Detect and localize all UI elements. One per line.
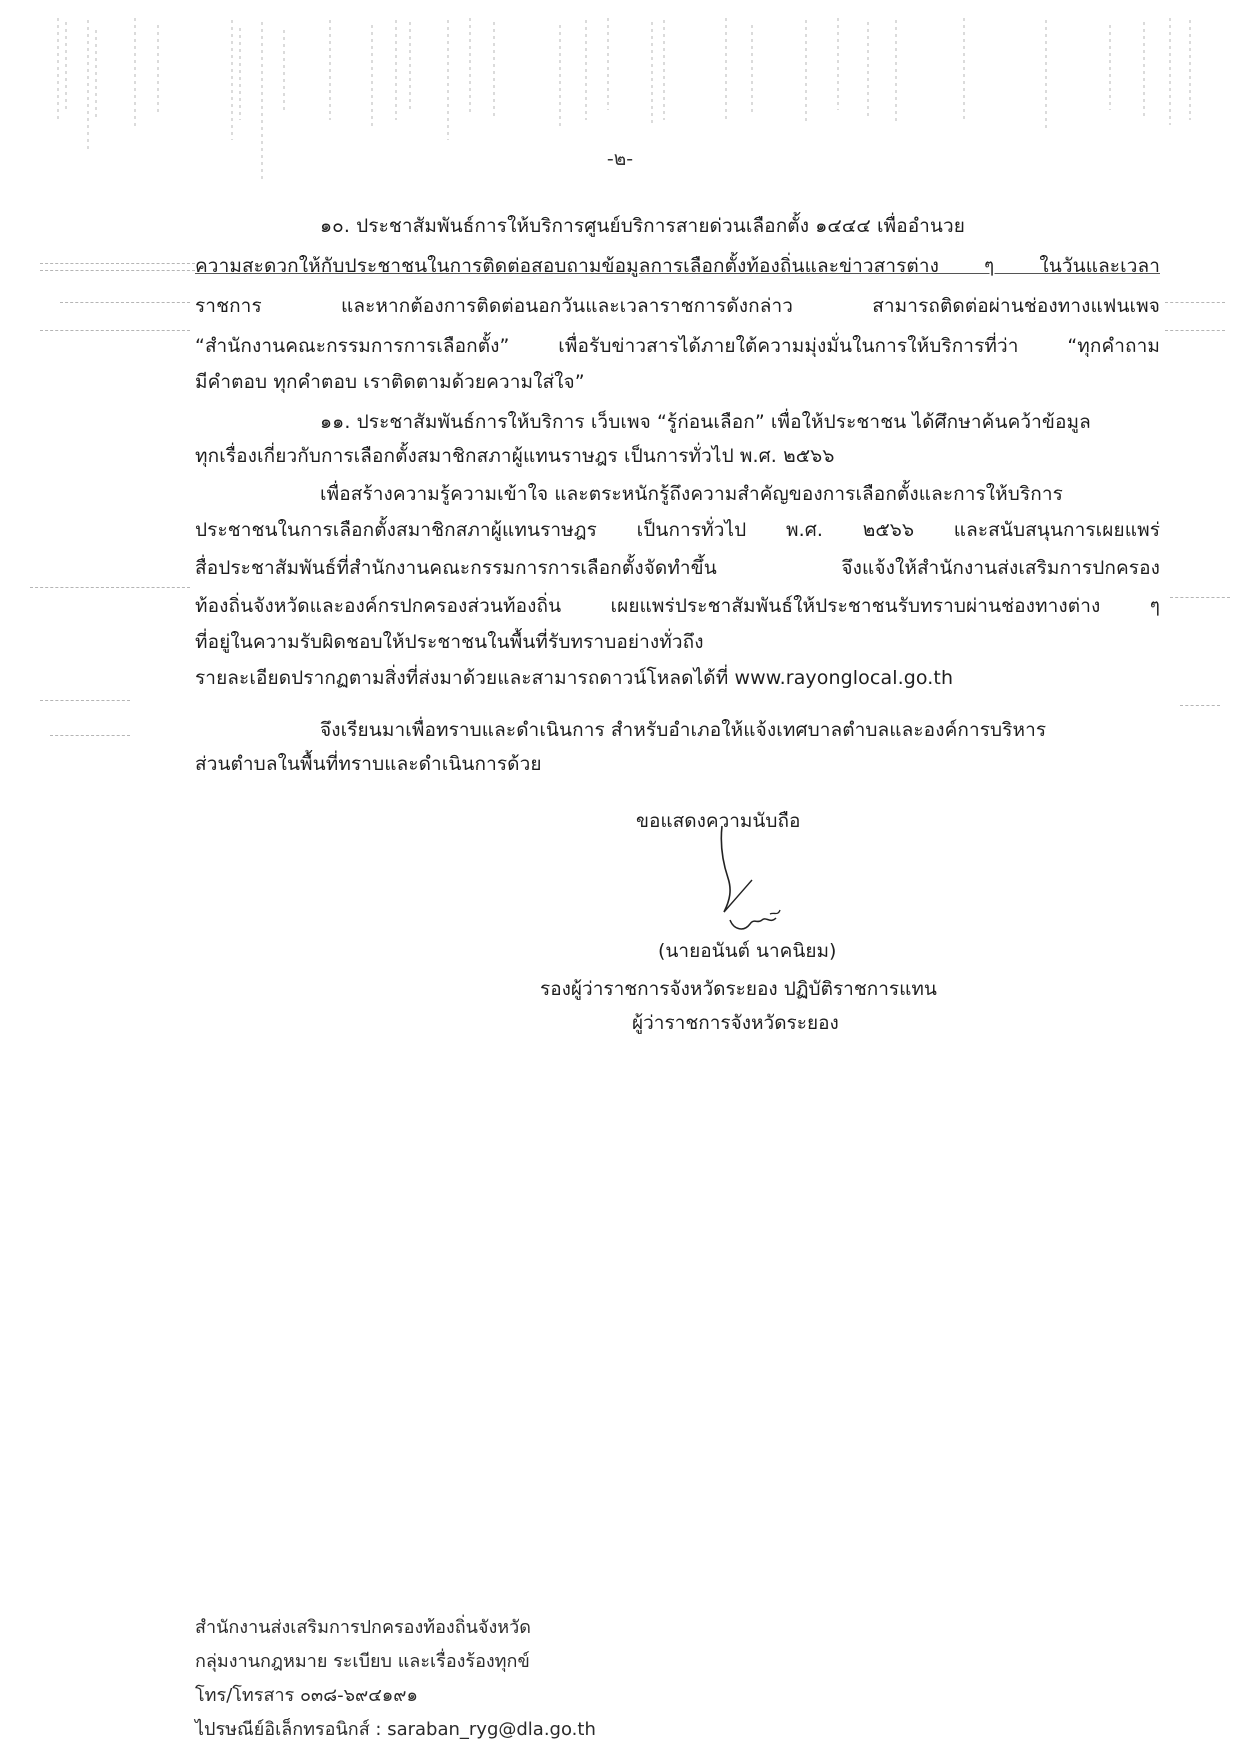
footer-phone: โทร/โทรสาร ๐๓๘-๖๙๔๑๙๑ bbox=[195, 1685, 418, 1706]
item-11-line-1: ๑๑. ประชาสัมพันธ์การให้บริการ เว็บเพจ “รู้ก่อนเลือก” เพื่อให้ประชาชน ได้ศึกษาค้นคว้าข้อมูล bbox=[320, 411, 1091, 433]
item-10-line-4: “สำนักงานคณะกรรมการการเลือกตั้ง” เพื่อรับข่าวสารได้ภายใต้ความมุ่งมั่นในการให้บริการที่ว่า “ทุกคำถาม bbox=[195, 335, 1160, 357]
signatory-position-1: รองผู้ว่าราชการจังหวัดระยอง ปฏิบัติราชการแทน bbox=[540, 978, 937, 1000]
scan-streak bbox=[40, 700, 130, 701]
page-number: -๒- bbox=[606, 148, 634, 170]
purpose-line-2: ประชาชนในการเลือกตั้งสมาชิกสภาผู้แทนราษฎร เป็นการทั่วไป พ.ศ. ๒๕๖๖ และสนับสนุนการเผยแพร่ bbox=[195, 519, 1160, 541]
footer-division: กลุ่มงานกฎหมาย ระเบียบ และเรื่องร้องทุกข์ bbox=[195, 1651, 530, 1672]
scan-streak bbox=[1180, 705, 1220, 706]
purpose-line-1: เพื่อสร้างความรู้ความเข้าใจ และตระหนักรู้ถึงความสำคัญของการเลือกตั้งและการให้บริการ bbox=[320, 483, 1063, 505]
scan-streak bbox=[40, 330, 190, 331]
item-11-line-2: ทุกเรื่องเกี่ยวกับการเลือกตั้งสมาชิกสภาผู้แทนราษฎร เป็นการทั่วไป พ.ศ. ๒๕๖๖ bbox=[195, 445, 835, 467]
scan-streak bbox=[50, 735, 130, 736]
item-10-line-5: มีคำตอบ ทุกคำตอบ เราติดตามด้วยความใส่ใจ” bbox=[195, 371, 585, 393]
scan-streak bbox=[1165, 302, 1225, 303]
signatory-name: (นายอนันต์ นาคนิยม) bbox=[658, 940, 837, 962]
purpose-line-4: ท้องถิ่นจังหวัดและองค์กรปกครองส่วนท้องถิ่น เผยแพร่ประชาสัมพันธ์ให้ประชาชนรับทราบผ่านช่องทางต่าง ๆ bbox=[195, 595, 1160, 617]
scan-streak bbox=[1170, 597, 1230, 598]
handwritten-signature bbox=[700, 820, 820, 950]
purpose-line-6: รายละเอียดปรากฏตามสิ่งที่ส่งมาด้วยและสามารถดาวน์โหลดได้ที่ www.rayonglocal.go.th bbox=[195, 667, 954, 689]
closing-line-1: จึงเรียนมาเพื่อทราบและดำเนินการ สำหรับอำเภอให้แจ้งเทศบาลตำบลและองค์การบริหาร bbox=[320, 719, 1047, 741]
footer-email: ไปรษณีย์อิเล็กทรอนิกส์ : saraban_ryg@dla.go.th bbox=[195, 1719, 596, 1740]
scan-streak bbox=[40, 270, 195, 271]
closing-line-2: ส่วนตำบลในพื้นที่ทราบและดำเนินการด้วย bbox=[195, 753, 542, 775]
scan-streak bbox=[30, 587, 190, 588]
scan-streak bbox=[1165, 330, 1225, 331]
signatory-position-2: ผู้ว่าราชการจังหวัดระยอง bbox=[632, 1012, 839, 1034]
purpose-line-5: ที่อยู่ในความรับผิดชอบให้ประชาชนในพื้นที่รับทราบอย่างทั่วถึง bbox=[195, 631, 704, 653]
item-10-line-3: ราชการ และหากต้องการติดต่อนอกวันและเวลาราชการดังกล่าว สามารถติดต่อผ่านช่องทางแฟนเพจ bbox=[195, 295, 1160, 317]
purpose-line-3: สื่อประชาสัมพันธ์ที่สำนักงานคณะกรรมการการเลือกตั้งจัดทำขึ้น จึงแจ้งให้สำนักงานส่งเสริมการปกครอง bbox=[195, 557, 1160, 579]
scan-streak bbox=[60, 302, 190, 303]
scan-streak bbox=[40, 263, 195, 264]
signature-greeting: ขอแสดงความนับถือ bbox=[636, 810, 801, 832]
item-10-line-1: ๑๐. ประชาสัมพันธ์การให้บริการศูนย์บริการสายด่วนเลือกตั้ง ๑๔๔๔ เพื่ออำนวย bbox=[320, 215, 965, 237]
footer-office: สำนักงานส่งเสริมการปกครองท้องถิ่นจังหวัด bbox=[195, 1617, 531, 1638]
item-10-line-2: ความสะดวกให้กับประชาชนในการติดต่อสอบถามข้อมูลการเลือกตั้งท้องถิ่นและข่าวสารต่าง ๆ ในวันและเวลา bbox=[195, 255, 1160, 277]
